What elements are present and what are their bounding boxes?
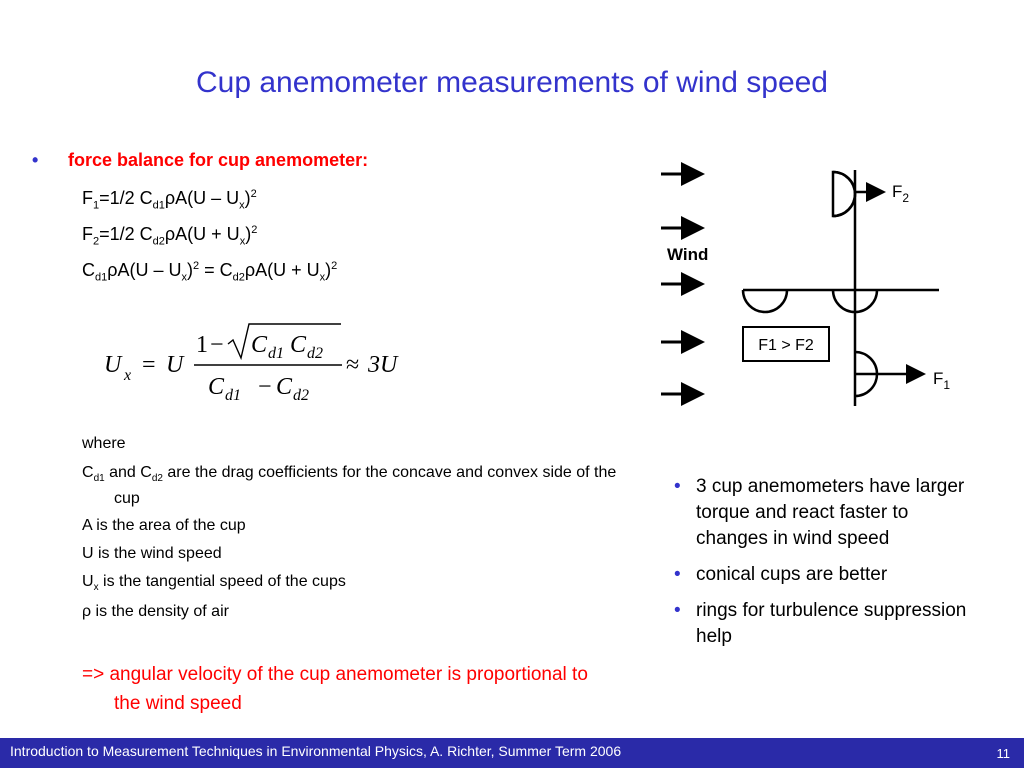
equation-f2: $F_2=1/2$ $C_{d2}\rho A(U + U_x)^2$: [82, 224, 258, 248]
force-balance-heading: force balance for cup anemometer:: [68, 150, 369, 170]
tangential-speed-definition: $U_x$ is the tangential speed of the cups: [82, 573, 346, 594]
drag-coefficient-definition: $C_{d1}$ and $C_{d2}$ are the drag coefficients for the concave and convex side of the cup: [82, 464, 617, 508]
svg-text:−: −: [258, 374, 272, 400]
svg-text:−: −: [210, 332, 224, 358]
density-definition: ρ is the density of air: [82, 603, 229, 620]
footer-bar: [0, 738, 1024, 768]
svg-text:C: C: [208, 374, 225, 400]
f2-label: $F_2$: [892, 182, 910, 205]
svg-text:d2: d2: [307, 345, 323, 362]
list-item: • rings for turbulence suppression help: [674, 600, 967, 647]
bullet-dot: •: [32, 150, 39, 170]
svg-text:=: =: [142, 352, 156, 378]
f1-label: $F_1$: [933, 369, 951, 392]
equation-f1: $F_1=1/2$ $C_{d1}\rho A(U - U_x)^2$: [82, 188, 257, 212]
footer-text: Introduction to Measurement Techniques in Environmental Physics, A. Richter, Summer Term 2006: [10, 743, 622, 759]
svg-text:3U: 3U: [368, 352, 398, 378]
list-item: • 3 cup anemometers have larger torque and react faster to changes in wind speed: [674, 476, 965, 549]
svg-text:C: C: [251, 332, 268, 358]
force-comparison-label: F1 > F2: [758, 337, 814, 354]
page-number: 11: [996, 746, 1010, 761]
slide-title: Cup anemometer measurements of wind speed: [196, 66, 828, 99]
ux-formula: [96, 318, 416, 414]
svg-text:x: x: [124, 367, 132, 384]
area-definition: A is the area of the cup: [82, 517, 246, 534]
advantages-list: [674, 474, 974, 660]
where-label: where: [82, 435, 126, 452]
svg-text:U: U: [104, 352, 122, 378]
svg-text:≈: ≈: [346, 352, 360, 378]
svg-text:d1: d1: [225, 387, 241, 404]
list-item: • conical cups are better: [674, 564, 888, 585]
svg-text:C: C: [276, 374, 293, 400]
force-balance-bullet: [32, 150, 368, 171]
equation-balance: $C_{d1}\rho A(U - U_x)^2 = C_{d2}\rho A(U + U_x)^2$: [82, 260, 338, 284]
svg-text:d1: d1: [268, 345, 284, 362]
svg-text:C: C: [290, 332, 307, 358]
wind-arrows: [661, 174, 699, 394]
svg-text:1: 1: [196, 332, 208, 358]
cup-anemometer-diagram: [655, 150, 955, 412]
wind-label: Wind: [667, 245, 709, 264]
conclusion-text: => angular velocity of the cup anemometer is proportional to the wind speed: [82, 664, 588, 714]
svg-text:U: U: [166, 352, 184, 378]
svg-text:d2: d2: [293, 387, 309, 404]
wind-speed-definition: U is the wind speed: [82, 545, 222, 562]
